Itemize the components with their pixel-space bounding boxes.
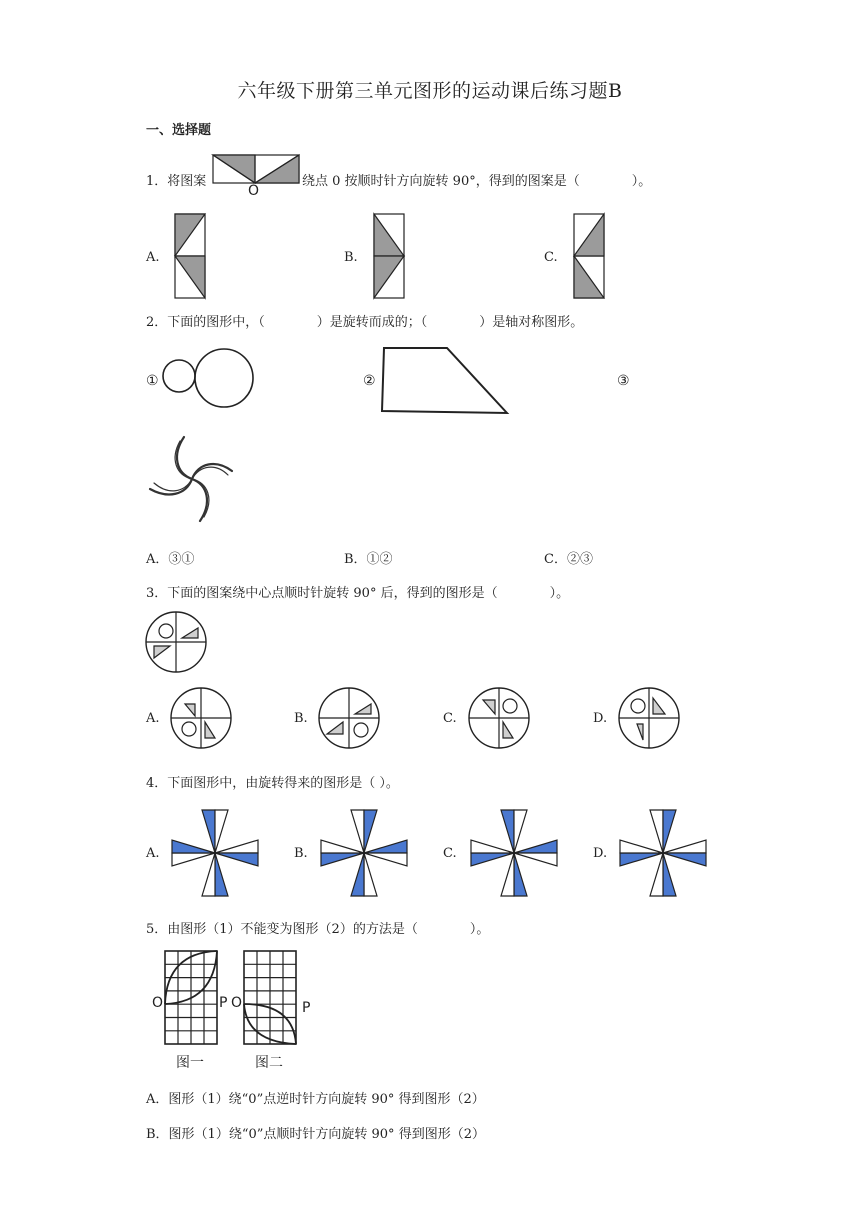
q5-point-p-2: P: [302, 1000, 311, 1016]
pinwheel-triangle: [202, 853, 215, 896]
q2-text: 2．下面的图形中，（ ）是旋转而成的；（ ）是轴对称图形。: [146, 315, 584, 330]
q5-caption-1: 图一: [176, 1055, 204, 1071]
section-heading: 一、选择题: [146, 123, 212, 138]
q5-option-b[interactable]: B．图形（1）绕“0”点顺时针方向旋转 90° 得到图形（2）: [146, 1127, 485, 1142]
q2-option-b[interactable]: B．①②: [344, 552, 393, 567]
q3-option-b[interactable]: B.: [294, 711, 308, 726]
q4-option-a[interactable]: A.: [146, 846, 160, 861]
q2-option-a[interactable]: A．③①: [146, 552, 195, 567]
q3-original-figure: [144, 610, 208, 674]
q1-text-pre: 1．将图案: [146, 174, 207, 189]
pinwheel-triangle: [501, 853, 514, 896]
q5-option-a[interactable]: A．图形（1）绕“0”点逆时针方向旋转 90° 得到图形（2）: [146, 1092, 485, 1107]
q5-point-o-1: O: [152, 995, 164, 1011]
q4-option-a-figure: [170, 808, 260, 898]
pinwheel-triangle: [364, 840, 407, 853]
q1-option-b[interactable]: B.: [344, 250, 358, 265]
pinwheel-triangle: [514, 840, 557, 853]
q5-point-p-1: P: [219, 995, 228, 1011]
q3-option-d[interactable]: D.: [593, 711, 608, 726]
q4-option-b[interactable]: B.: [294, 846, 308, 861]
pinwheel-triangle: [650, 853, 663, 896]
pinwheel-triangle: [215, 840, 258, 853]
pinwheel-triangle: [321, 853, 364, 866]
pinwheel-triangle: [351, 853, 364, 896]
pinwheel-triangle: [514, 853, 557, 866]
pinwheel-triangle: [351, 810, 364, 853]
q3-text: 3．下面的图案绕中心点顺时针旋转 90° 后，得到的图形是（ ）。: [146, 586, 570, 601]
pinwheel-triangle: [501, 810, 514, 853]
pinwheel-triangle: [620, 840, 663, 853]
pinwheel-triangle: [172, 853, 215, 866]
q3-option-c-figure: [467, 686, 531, 750]
q2-fig-label-3: ③: [617, 373, 630, 389]
q2-fig-label-2: ②: [363, 373, 376, 389]
q1-option-a-figure: [174, 213, 208, 301]
q4-option-c[interactable]: C.: [443, 846, 457, 861]
q5-grid-figure-1: [164, 950, 218, 1046]
q4-option-b-figure: [319, 808, 409, 898]
q5-point-o-2: O: [231, 995, 243, 1011]
q4-option-d-figure: [618, 808, 708, 898]
pinwheel-triangle: [663, 853, 676, 896]
q3-option-d-figure: [617, 686, 681, 750]
q2-figure-circles: [160, 350, 260, 410]
pinwheel-triangle: [321, 840, 364, 853]
pinwheel-triangle: [663, 840, 706, 853]
q2-figure-pinwheel: [146, 433, 238, 525]
pinwheel-triangle: [471, 853, 514, 866]
q5-text: 5．由图形（1）不能变为图形（2）的方法是（ ）。: [146, 922, 490, 937]
q5-caption-2: 图二: [255, 1055, 283, 1071]
q2-option-c[interactable]: C．②③: [544, 552, 593, 567]
pinwheel-triangle: [215, 810, 228, 853]
pinwheel-triangle: [471, 840, 514, 853]
pinwheel-triangle: [663, 810, 676, 853]
q1-option-c-figure: [573, 213, 607, 301]
q1-text-post: 绕点 0 按顺时针方向旋转 90°，得到的图案是（ ）。: [302, 174, 652, 189]
q3-option-c[interactable]: C.: [443, 711, 457, 726]
pinwheel-triangle: [215, 853, 258, 866]
pinwheel-triangle: [663, 853, 706, 866]
page-title: 六年级下册第三单元图形的运动课后练习题B: [237, 80, 623, 102]
pinwheel-triangle: [215, 853, 228, 896]
pinwheel-triangle: [364, 853, 407, 866]
pinwheel-triangle: [364, 853, 377, 896]
pinwheel-triangle: [364, 810, 377, 853]
q5-grid-figure-2: [243, 950, 297, 1046]
pinwheel-triangle: [514, 853, 527, 896]
pinwheel-triangle: [514, 810, 527, 853]
q4-text: 4．下面图形中，由旋转得来的图形是（ ）。: [146, 776, 399, 791]
q2-fig-label-1: ①: [146, 373, 159, 389]
q3-option-b-figure: [317, 686, 381, 750]
q1-option-a[interactable]: A.: [146, 250, 160, 265]
pinwheel-triangle: [650, 810, 663, 853]
q4-option-d[interactable]: D.: [593, 846, 608, 861]
q2-figure-trapezoid: [380, 345, 512, 417]
pinwheel-triangle: [620, 853, 663, 866]
q1-pivot-label: O: [248, 183, 260, 199]
pinwheel-triangle: [202, 810, 215, 853]
q3-option-a[interactable]: A.: [146, 711, 160, 726]
q1-option-b-figure: [373, 213, 407, 301]
q4-option-c-figure: [469, 808, 559, 898]
q1-option-c[interactable]: C.: [544, 250, 558, 265]
q3-option-a-figure: [169, 686, 233, 750]
pinwheel-triangle: [172, 840, 215, 853]
